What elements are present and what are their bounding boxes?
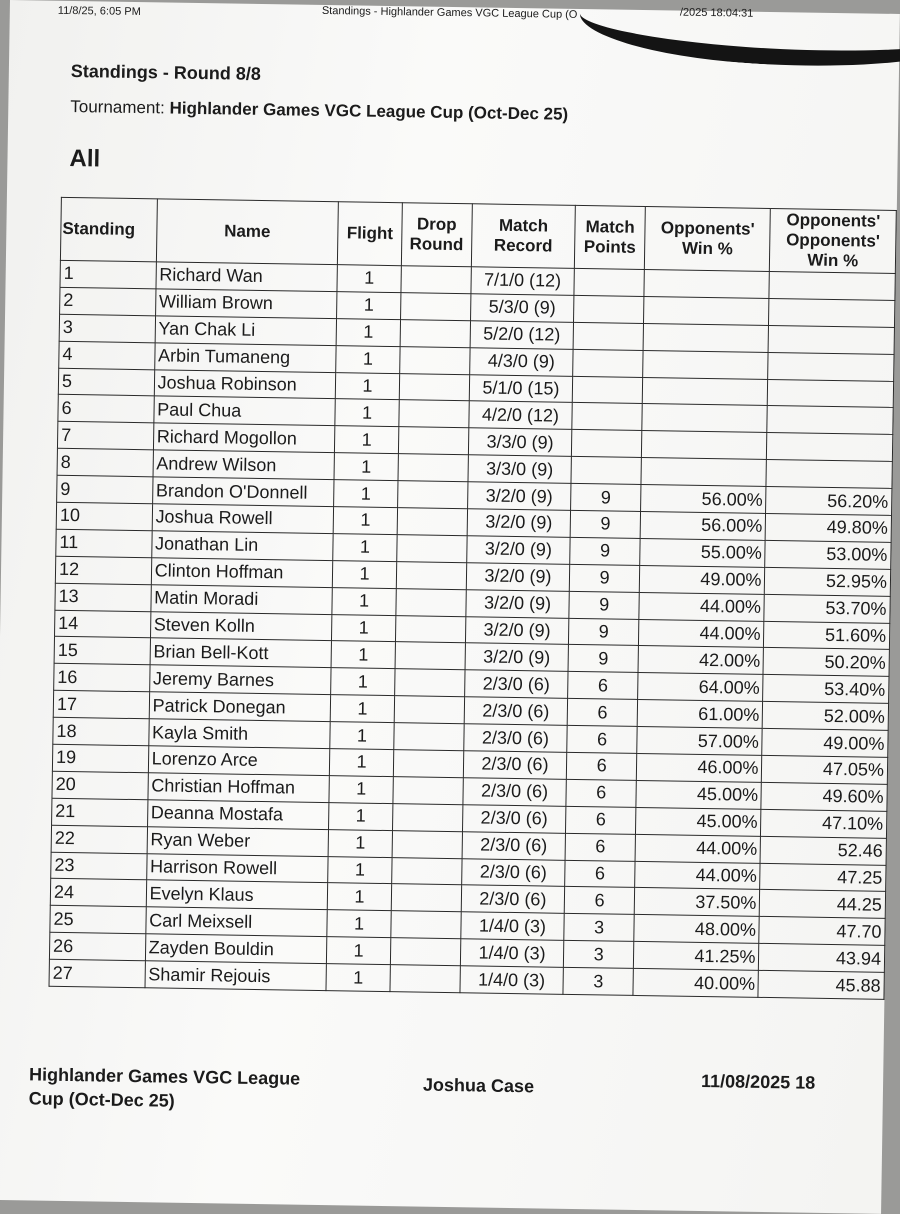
cell-opp-opp-win: 52.00% <box>763 702 889 731</box>
cell-opp-win: 44.00% <box>635 861 761 890</box>
cell-opp-opp-win: 49.80% <box>766 513 892 542</box>
cell-name: Evelyn Klaus <box>146 880 328 910</box>
footer-date: 11/08/2025 18 <box>700 1070 816 1093</box>
print-page-title: Standings - Highlander Games VGC League Cup (O <box>321 4 578 21</box>
cell-match-record: 2/3/0 (6) <box>464 670 568 699</box>
cell-match-points: 6 <box>567 725 637 753</box>
cell-standing: 26 <box>49 933 145 961</box>
cell-drop-round <box>390 965 460 993</box>
cell-match-points <box>573 349 643 377</box>
cell-flight: 1 <box>335 426 399 454</box>
cell-name: Lorenzo Arce <box>148 746 330 776</box>
cell-flight: 1 <box>329 776 393 804</box>
cell-match-points <box>571 457 641 485</box>
cell-drop-round <box>391 911 461 939</box>
cell-opp-opp-win: 45.88 <box>758 971 884 1000</box>
cell-opp-opp-win <box>768 379 894 408</box>
cell-opp-win <box>642 404 768 433</box>
cell-standing: 9 <box>57 475 153 503</box>
cell-drop-round <box>398 427 468 455</box>
cell-standing: 11 <box>56 529 152 557</box>
cell-match-points: 6 <box>568 672 638 700</box>
cell-opp-win <box>644 296 770 325</box>
cell-opp-opp-win: 52.95% <box>765 567 891 596</box>
cell-name: Brandon O'Donnell <box>152 477 334 507</box>
cell-opp-opp-win: 53.70% <box>764 594 890 623</box>
cell-flight: 1 <box>326 964 390 992</box>
cell-name: Arbin Tumaneng <box>154 342 336 372</box>
cell-match-points: 6 <box>567 699 637 727</box>
cell-flight: 1 <box>327 910 391 938</box>
cell-opp-opp-win: 47.05% <box>762 755 888 784</box>
col-match-record: Match Record <box>471 204 576 269</box>
cell-opp-win: 44.00% <box>638 619 764 648</box>
cell-opp-win <box>642 377 768 406</box>
print-header-right: /2025 18:04:31 <box>679 6 754 20</box>
cell-flight: 1 <box>334 480 398 508</box>
cell-flight: 1 <box>333 534 397 562</box>
cell-opp-win <box>641 458 767 487</box>
cell-drop-round <box>399 400 469 428</box>
cell-opp-opp-win <box>769 298 895 327</box>
cell-name: Richard Wan <box>156 262 338 292</box>
cell-match-record: 3/3/0 (9) <box>468 455 572 484</box>
cell-opp-opp-win: 49.00% <box>762 729 888 758</box>
cell-flight: 1 <box>331 668 395 696</box>
cell-drop-round <box>393 777 463 805</box>
cell-name: Joshua Robinson <box>154 369 336 399</box>
cell-name: Richard Mogollon <box>153 423 335 453</box>
cell-flight: 1 <box>330 695 394 723</box>
cell-name: Kayla Smith <box>148 719 330 749</box>
cell-match-record: 3/2/0 (9) <box>466 589 570 618</box>
cell-drop-round <box>392 830 462 858</box>
cell-flight: 1 <box>337 292 401 320</box>
cell-match-record: 2/3/0 (6) <box>461 885 565 914</box>
cell-drop-round <box>400 346 470 374</box>
cell-opp-opp-win: 56.20% <box>766 487 892 516</box>
cell-opp-win: 46.00% <box>636 753 762 782</box>
cell-opp-win <box>643 350 769 379</box>
cell-match-record: 3/3/0 (9) <box>468 428 572 457</box>
cell-match-points: 6 <box>566 779 636 807</box>
cell-name: Jonathan Lin <box>151 531 333 561</box>
cell-match-record: 2/3/0 (6) <box>463 778 567 807</box>
cell-name: Steven Kolln <box>150 611 332 641</box>
cell-flight: 1 <box>327 883 391 911</box>
cell-opp-win: 44.00% <box>639 592 765 621</box>
cell-opp-win: 42.00% <box>638 646 764 675</box>
cell-match-record: 2/3/0 (6) <box>463 724 567 753</box>
cell-drop-round <box>392 857 462 885</box>
tournament-line <box>70 97 568 125</box>
cell-match-points: 6 <box>566 806 636 834</box>
cell-match-record: 3/2/0 (9) <box>465 643 569 672</box>
cell-flight: 1 <box>335 372 399 400</box>
cell-standing: 18 <box>53 717 149 745</box>
cell-opp-win: 37.50% <box>634 888 760 917</box>
cell-match-points <box>572 430 642 458</box>
cell-drop-round <box>397 481 467 509</box>
cell-name: Christian Hoffman <box>148 773 330 803</box>
cell-match-record: 2/3/0 (6) <box>463 751 567 780</box>
cell-match-points: 9 <box>568 645 638 673</box>
cell-match-points: 6 <box>565 833 635 861</box>
cell-opp-opp-win: 43.94 <box>759 944 885 973</box>
cell-drop-round <box>397 508 467 536</box>
page-title: Standings - Round 8/8 <box>70 60 262 84</box>
cell-standing: 8 <box>57 449 153 477</box>
cell-drop-round <box>390 938 460 966</box>
cell-standing: 1 <box>60 260 156 288</box>
cell-flight: 1 <box>337 265 401 293</box>
cell-drop-round <box>400 293 470 321</box>
cell-match-record: 5/3/0 (9) <box>470 294 574 323</box>
cell-opp-win <box>643 323 769 352</box>
cell-opp-opp-win <box>766 460 892 489</box>
cell-match-record: 3/2/0 (9) <box>465 616 569 645</box>
cell-name: Yan Chak Li <box>155 316 337 346</box>
footer-organizer: Joshua Case <box>422 1074 535 1097</box>
cell-opp-win: 48.00% <box>634 915 760 944</box>
cell-match-points <box>572 403 642 431</box>
cell-opp-win: 44.00% <box>635 834 761 863</box>
cell-name: William Brown <box>155 289 337 319</box>
cell-match-points <box>573 322 643 350</box>
cell-drop-round <box>399 373 469 401</box>
cell-match-points <box>574 268 644 296</box>
cell-standing: 14 <box>55 610 151 638</box>
cell-match-record: 5/2/0 (12) <box>470 321 574 350</box>
cell-flight: 1 <box>336 345 400 373</box>
cell-flight: 1 <box>328 856 392 884</box>
cell-opp-opp-win <box>767 433 893 462</box>
cell-standing: 5 <box>58 368 154 396</box>
cell-match-points: 3 <box>563 967 633 995</box>
cell-standing: 16 <box>54 664 150 692</box>
tournament-name: Highlander Games VGC League Cup (Oct-Dec 25) <box>169 98 569 124</box>
cell-flight: 1 <box>335 399 399 427</box>
cell-opp-win: 45.00% <box>635 807 761 836</box>
cell-opp-opp-win: 44.25 <box>760 890 886 919</box>
cell-standing: 17 <box>53 691 149 719</box>
cell-standing: 12 <box>55 556 151 584</box>
cell-drop-round <box>394 696 464 724</box>
cell-opp-win <box>641 431 767 460</box>
cell-match-record: 2/3/0 (6) <box>461 858 565 887</box>
cell-standing: 4 <box>59 341 155 369</box>
cell-standing: 22 <box>51 825 147 853</box>
col-opp-opp-win: Opponents' Opponents' Win % <box>770 208 897 273</box>
cell-standing: 21 <box>52 798 148 826</box>
cell-drop-round <box>396 588 466 616</box>
cell-flight: 1 <box>328 829 392 857</box>
col-flight: Flight <box>338 202 403 266</box>
cell-standing: 27 <box>49 959 145 987</box>
cell-opp-opp-win: 53.00% <box>765 540 891 569</box>
cell-match-points: 9 <box>570 537 640 565</box>
cell-drop-round <box>393 750 463 778</box>
cell-opp-opp-win: 53.40% <box>763 675 889 704</box>
cell-match-record: 4/3/0 (9) <box>469 347 573 376</box>
cell-name: Jeremy Barnes <box>149 665 331 695</box>
standings-table <box>49 197 897 1000</box>
cell-match-record: 5/1/0 (15) <box>469 374 573 403</box>
cell-name: Andrew Wilson <box>153 450 335 480</box>
cell-opp-win: 64.00% <box>638 673 764 702</box>
cell-opp-win: 56.00% <box>641 485 767 514</box>
cell-drop-round <box>401 266 471 294</box>
cell-match-record: 2/3/0 (6) <box>462 831 566 860</box>
footer-tournament: Highlander Games VGC League Cup (Oct-Dec 25) <box>28 1064 301 1111</box>
cell-opp-opp-win: 47.70 <box>759 917 885 946</box>
cell-drop-round <box>400 319 470 347</box>
cell-match-record: 1/4/0 (3) <box>460 912 564 941</box>
cell-drop-round <box>394 723 464 751</box>
cell-flight: 1 <box>330 722 394 750</box>
cell-flight: 1 <box>333 560 397 588</box>
cell-opp-opp-win: 51.60% <box>764 621 890 650</box>
cell-flight: 1 <box>329 802 393 830</box>
cell-match-points: 6 <box>567 752 637 780</box>
cell-opp-win: 57.00% <box>637 727 763 756</box>
cell-match-record: 1/4/0 (3) <box>460 966 564 995</box>
cell-opp-win: 45.00% <box>636 780 762 809</box>
cell-opp-win: 49.00% <box>639 565 765 594</box>
cell-match-record: 7/1/0 (12) <box>471 267 575 296</box>
cell-standing: 23 <box>51 852 147 880</box>
cell-opp-win: 61.00% <box>637 700 763 729</box>
cell-match-record: 2/3/0 (6) <box>462 805 566 834</box>
col-name: Name <box>156 199 339 265</box>
print-timestamp: 11/8/25, 6:05 PM <box>57 4 141 19</box>
cell-opp-opp-win <box>767 406 893 435</box>
cell-opp-win <box>644 269 770 298</box>
cell-match-record: 2/3/0 (6) <box>464 697 568 726</box>
col-standing: Standing <box>60 197 157 261</box>
cell-match-record: 3/2/0 (9) <box>466 563 570 592</box>
cell-match-points: 9 <box>569 591 639 619</box>
cell-name: Shamir Rejouis <box>145 961 327 991</box>
cell-name: Clinton Hoffman <box>151 558 333 588</box>
cell-opp-win: 56.00% <box>640 511 766 540</box>
cell-drop-round <box>395 669 465 697</box>
cell-opp-opp-win: 47.10% <box>761 809 887 838</box>
tournament-label: Tournament: <box>70 96 165 118</box>
cell-name: Joshua Rowell <box>152 504 334 534</box>
cell-standing: 15 <box>54 637 150 665</box>
cell-standing: 3 <box>59 314 155 342</box>
cell-match-points: 3 <box>564 941 634 969</box>
cell-flight: 1 <box>334 453 398 481</box>
cell-flight: 1 <box>333 507 397 535</box>
cell-flight: 1 <box>327 937 391 965</box>
col-opp-win: Opponents' Win % <box>644 207 770 272</box>
cell-flight: 1 <box>332 587 396 615</box>
cell-opp-opp-win: 49.60% <box>761 782 887 811</box>
cell-match-record: 3/2/0 (9) <box>466 536 570 565</box>
cell-opp-opp-win <box>769 271 895 300</box>
cell-name: Paul Chua <box>153 396 335 426</box>
cell-match-points: 9 <box>571 484 641 512</box>
cell-opp-opp-win <box>769 325 895 354</box>
cell-standing: 13 <box>55 583 151 611</box>
cell-opp-opp-win: 50.20% <box>763 648 889 677</box>
cell-match-points <box>574 295 644 323</box>
cell-opp-win: 41.25% <box>633 942 759 971</box>
cell-standing: 10 <box>56 502 152 530</box>
col-drop-round: Drop Round <box>401 203 472 267</box>
cell-drop-round <box>396 561 466 589</box>
cell-drop-round <box>395 615 465 643</box>
cell-name: Zayden Bouldin <box>145 934 327 964</box>
cell-standing: 24 <box>50 879 146 907</box>
cell-match-record: 1/4/0 (3) <box>460 939 564 968</box>
cell-standing: 20 <box>52 771 148 799</box>
cell-standing: 25 <box>50 906 146 934</box>
cell-match-points <box>573 376 643 404</box>
cell-drop-round <box>397 535 467 563</box>
cell-flight: 1 <box>331 641 395 669</box>
cell-flight: 1 <box>332 614 396 642</box>
cell-match-record: 3/2/0 (9) <box>467 509 571 538</box>
cell-opp-win: 55.00% <box>640 538 766 567</box>
cell-name: Matin Moradi <box>151 584 333 614</box>
cell-match-points: 9 <box>570 510 640 538</box>
cell-name: Ryan Weber <box>147 826 329 856</box>
cell-match-record: 4/2/0 (12) <box>468 401 572 430</box>
cell-name: Harrison Rowell <box>146 853 328 883</box>
cell-flight: 1 <box>336 318 400 346</box>
cell-match-points: 9 <box>570 564 640 592</box>
section-heading: All <box>69 144 101 173</box>
cell-standing: 6 <box>58 395 154 423</box>
cell-drop-round <box>395 642 465 670</box>
cell-name: Carl Meixsell <box>145 907 327 937</box>
cell-opp-opp-win <box>768 352 894 381</box>
cell-match-points: 3 <box>564 914 634 942</box>
cell-name: Deanna Mostafa <box>147 800 329 830</box>
cell-drop-round <box>392 803 462 831</box>
cell-match-record: 3/2/0 (9) <box>467 482 571 511</box>
cell-match-points: 9 <box>569 618 639 646</box>
cell-drop-round <box>398 454 468 482</box>
cell-drop-round <box>391 884 461 912</box>
cell-standing: 2 <box>60 287 156 315</box>
cell-match-points: 6 <box>565 860 635 888</box>
cell-flight: 1 <box>330 749 394 777</box>
col-match-points: Match Points <box>575 205 646 269</box>
cell-name: Patrick Donegan <box>149 692 331 722</box>
cell-opp-opp-win: 52.46 <box>761 836 887 865</box>
cell-opp-win: 40.00% <box>633 969 759 998</box>
cell-name: Brian Bell-Kott <box>150 638 332 668</box>
cell-opp-opp-win: 47.25 <box>760 863 886 892</box>
cell-standing: 19 <box>52 744 148 772</box>
cell-match-points: 6 <box>564 887 634 915</box>
cell-standing: 7 <box>57 422 153 450</box>
